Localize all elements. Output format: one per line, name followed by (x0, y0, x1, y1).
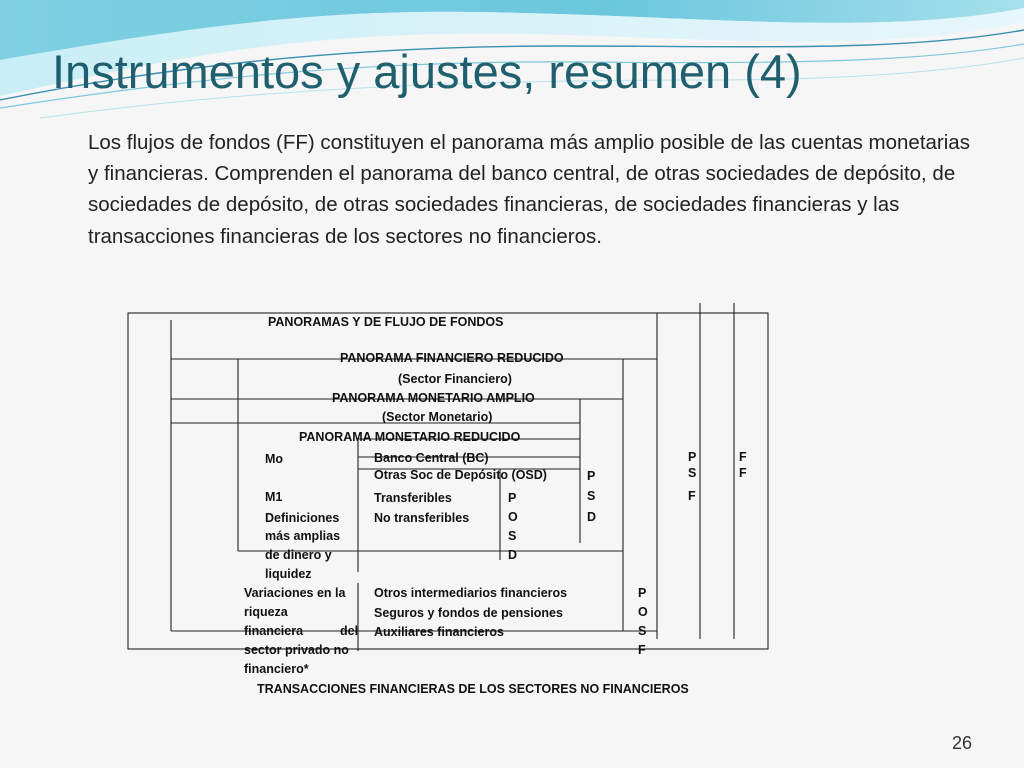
pfr-subtitle: (Sector Financiero) (398, 372, 512, 386)
bc-label: Banco Central (BC) (374, 451, 489, 465)
variaciones-label: financiero* (244, 662, 309, 676)
m1-label: M1 (265, 490, 283, 504)
psf-letter: P (688, 450, 697, 464)
posf-letter: O (638, 605, 648, 619)
posf-letter: P (638, 586, 647, 600)
posd-letter: O (508, 510, 518, 524)
variaciones-label: del (340, 624, 359, 638)
posf-letter: F (638, 643, 646, 657)
slide-title: Instrumentos y ajustes, resumen (4) (52, 45, 802, 98)
pma-title: PANORAMA MONETARIO AMPLIO (332, 391, 535, 405)
psd-letter: D (587, 510, 597, 524)
ff-letter: F (739, 466, 747, 480)
psd-letter: S (587, 489, 596, 503)
seguros-label: Seguros y fondos de pensiones (374, 606, 563, 620)
psd-letter: P (587, 469, 596, 483)
transacciones-label: TRANSACCIONES FINANCIERAS DE LOS SECTORES NO FINANCIEROS (257, 682, 689, 696)
otros-intermediarios-label: Otros intermediarios financieros (374, 586, 568, 600)
variaciones-label: riqueza (244, 605, 288, 619)
variaciones-label: financiera (244, 624, 304, 638)
psf-letter: F (688, 489, 696, 503)
variaciones-label: Variaciones en la (244, 586, 346, 600)
page-number: 26 (951, 733, 972, 753)
definiciones-label: liquidez (265, 567, 312, 581)
ff-letter: F (739, 450, 747, 464)
pma-subtitle: (Sector Monetario) (382, 410, 493, 424)
pfr-title: PANORAMA FINANCIERO REDUCIDO (340, 351, 564, 365)
variaciones-label: sector privado no (244, 643, 349, 657)
osd-label: Otras Soc de Depósito (OSD) (374, 468, 547, 482)
no-transferibles-label: No transferibles (374, 511, 470, 525)
posd-letter: D (508, 548, 518, 562)
auxiliares-label: Auxiliares financieros (374, 625, 504, 639)
posf-letter: S (638, 624, 647, 638)
psf-letter: S (688, 466, 697, 480)
posd-letter: P (508, 491, 517, 505)
definiciones-label: más amplias (265, 529, 341, 543)
definiciones-label: Definiciones (265, 511, 340, 525)
pmr-title: PANORAMA MONETARIO REDUCIDO (299, 430, 521, 444)
definiciones-label: de dinero y (265, 548, 332, 562)
transferibles-label: Transferibles (374, 491, 452, 505)
posd-letter: S (508, 529, 517, 543)
mo-label: Mo (265, 452, 284, 466)
panoramas-title: PANORAMAS Y DE FLUJO DE FONDOS (268, 315, 504, 329)
body-paragraph: Los flujos de fondos (FF) constituyen el panorama más amplio posible de las cuentas monetarias y financieras. Comprenden el panorama del banco central, de otras sociedades de depósito, de sociedades de depósito, de otras sociedades financieras, de sociedades financieras y las transacciones financieras de los sectores no financieros. (88, 131, 970, 248)
